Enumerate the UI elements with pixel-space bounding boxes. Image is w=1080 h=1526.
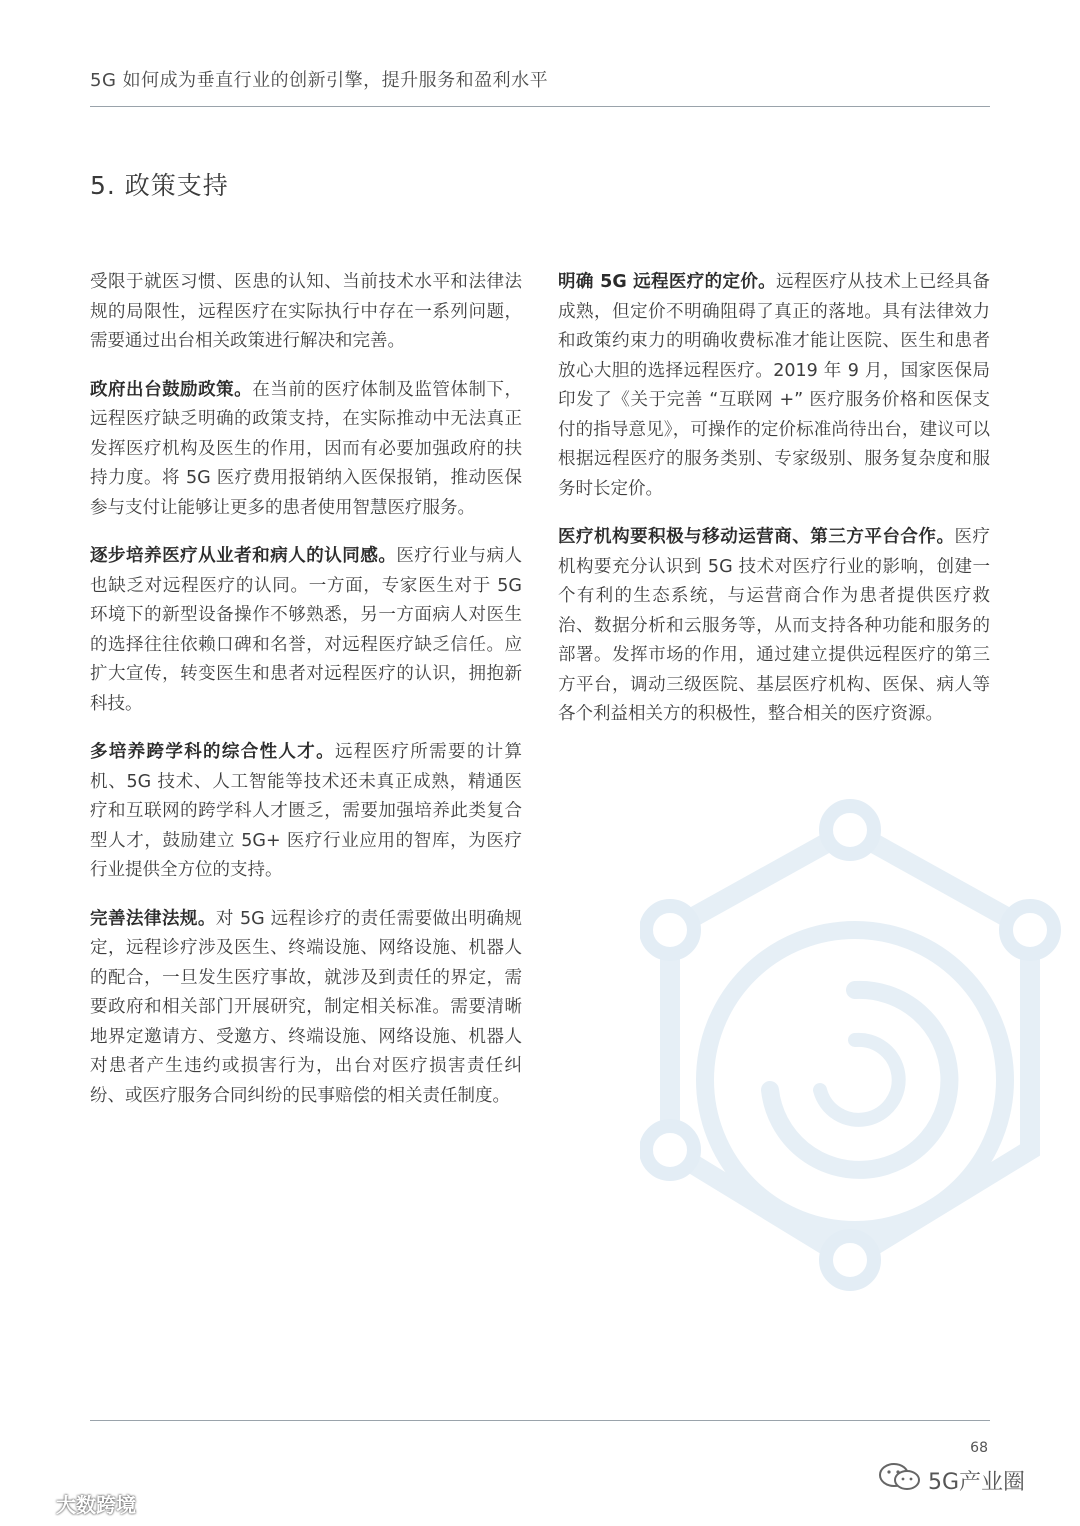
paragraph-law <box>90 905 522 1112</box>
paragraph-pricing <box>558 268 990 504</box>
paragraph-heading: 完善法律法规。 <box>90 908 216 929</box>
paragraph-body: 远程医疗从技术上已经具备成熟，但定价不明确阻碍了真正的落地。具有法律效力和政策约束力的明确收费标准才能让医院、医生和患者放心大胆的选择远程医疗。2019 年 9 月，国家医保局印发了《关于完善 “互联网 +” 医疗服务价格和医保支付的指导意见》，可操作的定价标准尚待出台，建议可以根据远程医疗的服务类别、专家级别、服务复杂度和服务时长定价。 <box>558 272 990 499</box>
paragraph-heading: 医疗机构要积极与移动运营商、第三方平台合作。 <box>558 527 955 547</box>
intro-paragraph: 受限于就医习惯、医患的认知、当前技术水平和法律法规的局限性，远程医疗在实际执行中存在一系列问题，需要通过出台相关政策进行解决和完善。 <box>90 272 522 351</box>
paragraph-body: 医疗行业与病人也缺乏对远程医疗的认同。一方面，专家医生对于 5G 环境下的新型设备操作不够熟悉，另一方面病人对医生的选择往往依赖口碑和名誉，对远程医疗缺乏信任。应扩大宣传，转变医生和患者对远程医疗的认识，拥抱新科技。 <box>90 546 523 714</box>
paragraph-body: 远程医疗所需要的计算机、5G 技术、人工智能等技术还未真正成熟，精通医疗和互联网的跨学科人才匮乏，需要加强培养此类复合型人才，鼓励建立 5G+ 医疗行业应用的智库，为医疗行业提供全方位的支持。 <box>90 742 523 880</box>
paragraph-heading: 逐步培养医疗从业者和病人的认同感。 <box>90 546 397 566</box>
paragraph-body: 在当前的医疗体制及监管体制下，远程医疗缺乏明确的政策支持，在实际推动中无法真正发挥医疗机构及医生的作用，因而有必要加强政府的扶持力度。将 5G 医疗费用报销纳入医保报销，推动医保参与支付让能够让更多的患者使用智慧医疗服务。 <box>90 379 523 518</box>
paragraph-cooperation <box>558 523 990 730</box>
logo-icon <box>10 1488 50 1519</box>
watermark-dashu <box>10 1488 136 1519</box>
left-column <box>90 268 522 1130</box>
paragraph-talent <box>90 738 522 886</box>
page-number: 68 <box>970 1440 988 1456</box>
watermark-text: 5G产业圈 <box>928 1469 1026 1495</box>
paragraph-body: 对 5G 远程诊疗的责任需要做出明确规定，远程诊疗涉及医生、终端设施、网络设施、机器人的配合，一旦发生医疗事故，就涉及到责任的界定，需要政府和相关部门开展研究，制定相关标准。需要清晰地界定邀请方、受邀方、终端设施、网络设施、机器人对患者产生违约或损害行为，出台对医疗损害责任纠纷、或医疗服务合同纠纷的民事赔偿的相关责任制度。 <box>90 908 522 1106</box>
paragraph-body: 医疗机构要充分认识到 5G 技术对医疗行业的影响，创建一个有利的生态系统，与运营商合作为患者提供医疗救治、数据分析和云服务等，从而支持各种功能和服务的部署。发挥市场的作用，通过建立提供远程医疗的第三方平台，调动三级医院、基层医疗机构、医保、病人等各个利益相关方的积极性，整合相关的医疗资源。 <box>558 527 991 724</box>
watermark-text: 大数跨境 <box>56 1493 136 1517</box>
background-network-graphic <box>640 790 1080 1390</box>
footer-divider <box>90 1420 990 1421</box>
watermark-5g-circle <box>878 1462 1025 1498</box>
right-column <box>558 268 990 749</box>
section-title: 5. 政策支持 <box>90 171 229 200</box>
paragraph-heading: 政府出台鼓励政策。 <box>90 379 253 400</box>
paragraph-recognition <box>90 542 522 719</box>
wechat-icon <box>878 1462 922 1498</box>
paragraph-government-policy <box>90 376 522 524</box>
paragraph-heading: 明确 5G 远程医疗的定价。 <box>558 272 777 292</box>
header-divider <box>90 106 990 107</box>
running-header: 5G 如何成为垂直行业的创新引擎，提升服务和盈利水平 <box>90 70 549 91</box>
paragraph-heading: 多培养跨学科的综合性人才。 <box>90 742 335 762</box>
